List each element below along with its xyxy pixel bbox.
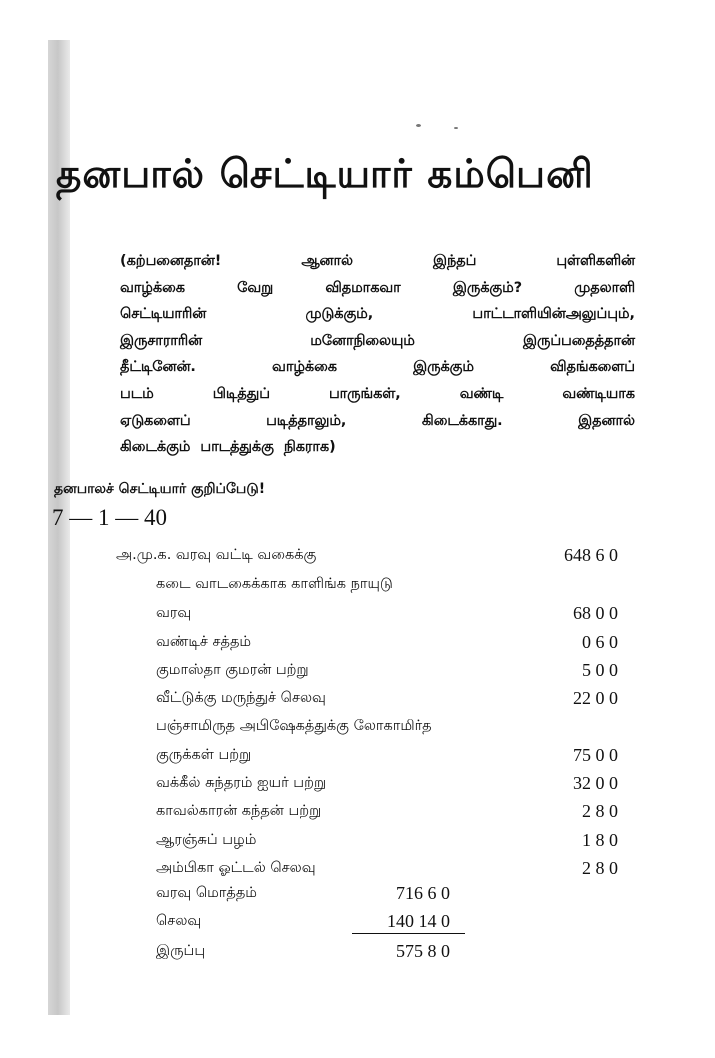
preface-word: படம்: [120, 385, 154, 402]
chapter-title: தனபால் செட்டியார் கம்பெனி: [56, 152, 594, 197]
preface-word: படித்தாலும்,: [266, 412, 347, 429]
ledger-entry-amount: 2 8 0: [582, 801, 618, 821]
preface-word: இருசாராரின்: [120, 332, 203, 349]
print-speck: [416, 124, 421, 127]
preface-word: (கற்பனைதான்!: [120, 253, 222, 269]
print-speck: [454, 127, 458, 129]
ledger-total-label: செலவு: [156, 913, 202, 929]
preface-word: வண்டி: [459, 385, 504, 402]
notebook-heading: தனபாலச் செட்டியார் குறிப்பேடு!: [54, 481, 266, 497]
preface-word: இந்தப்: [432, 253, 477, 269]
preface-word: ஏடுகளைப்: [120, 412, 191, 429]
preface-word: மனோநிலையும்: [310, 332, 415, 349]
preface-line: [120, 301, 635, 328]
ledger-entry-amount: 1 8 0: [582, 830, 618, 850]
preface-word: விதங்களைப்: [550, 359, 635, 376]
ledger-entry-amount: 32 0 0: [573, 773, 618, 793]
preface-word: செட்டியாரின்: [120, 306, 207, 323]
ledger-date: 7 — 1 — 40: [52, 505, 167, 530]
ledger-entry-label: காவல்காரன் கந்தன் பற்று: [156, 803, 322, 819]
ledger-entry-amount: 75 0 0: [573, 745, 618, 765]
preface-word: ஆனால்: [301, 253, 353, 269]
preface-word: பாடத்துக்கு: [200, 439, 274, 456]
ledger-entry-label: வண்டிச் சத்தம்: [156, 634, 252, 650]
preface-word: இருக்கும்: [413, 359, 474, 376]
preface-word: கிடைக்கும்: [120, 439, 191, 456]
preface-word: இருக்கும்?: [452, 279, 523, 296]
preface-word: முடுக்கும்,: [305, 306, 374, 323]
ledger-entry-amount: 648 6 0: [564, 545, 618, 565]
preface-line: [120, 275, 635, 302]
preface-line: [120, 354, 635, 381]
preface-word: வண்டியாக: [562, 385, 635, 402]
ledger-total-label: வரவு மொத்தம்: [156, 885, 257, 901]
ledger-entry-label: அ.மு.க. வரவு வட்டி வகைக்கு: [116, 547, 317, 563]
preface-line: [120, 248, 635, 275]
ledger-entry-label: ஆரஞ்சுப் பழம்: [156, 832, 257, 848]
preface-line: [120, 408, 635, 435]
ledger-total-label: இருப்பு: [156, 943, 206, 959]
preface-paragraph: [120, 248, 635, 461]
ledger-entry-amount: 2 8 0: [582, 858, 618, 878]
ledger-entry-label: கடை வாடகைக்காக காளிங்க நாயுடு: [156, 576, 393, 592]
ledger-entry-label: வீட்டுக்கு மருந்துச் செலவு: [156, 690, 326, 706]
ledger-total-amount: 575 8 0: [396, 941, 450, 961]
preface-word: புள்ளிகளின்: [556, 253, 635, 269]
preface-word: வாழ்க்கை: [120, 279, 185, 296]
ledger-entry-label: அம்பிகா ஓட்டல் செலவு: [156, 860, 316, 876]
preface-word: முதலாளி: [574, 279, 635, 296]
preface-word: வேறு: [237, 279, 274, 296]
total-rule-line: [352, 933, 465, 934]
ledger-entry-amount: 22 0 0: [573, 688, 618, 708]
ledger-entry-label: வக்கீல் சுந்தரம் ஐயர் பற்று: [156, 775, 327, 791]
preface-line: [120, 434, 635, 461]
ledger-entry-label: குருக்கள் பற்று: [156, 747, 252, 763]
preface-word: நிகராக): [283, 439, 336, 456]
preface-word: கிடைக்காது.: [421, 412, 503, 429]
preface-word: இருப்பதைத்தான்: [523, 332, 635, 349]
preface-line: [120, 381, 635, 408]
preface-line: [120, 328, 635, 355]
ledger-total-amount: 716 6 0: [396, 883, 450, 903]
preface-word: பிடித்துப்: [212, 385, 270, 402]
preface-word: பாருங்கள்,: [328, 385, 401, 402]
preface-word: இதனால்: [578, 412, 635, 429]
ledger-entry-label: பஞ்சாமிருத அபிஷேகத்துக்கு லோகாமிர்த: [156, 718, 432, 734]
preface-word: விதமாகவா: [325, 279, 401, 296]
ledger-entry-amount: 5 0 0: [582, 660, 618, 680]
preface-word: பாட்டாளியின்அலுப்பும்,: [472, 306, 635, 323]
preface-word: தீட்டினேன்.: [120, 359, 196, 376]
ledger-entry-label: வரவு: [156, 605, 192, 621]
preface-word: வாழ்க்கை: [272, 359, 337, 376]
ledger-entry-amount: 68 0 0: [573, 603, 618, 623]
ledger-entry-label: குமாஸ்தா குமரன் பற்று: [156, 662, 309, 678]
ledger-entry-amount: 0 6 0: [582, 632, 618, 652]
ledger-total-amount: 140 14 0: [387, 911, 450, 931]
